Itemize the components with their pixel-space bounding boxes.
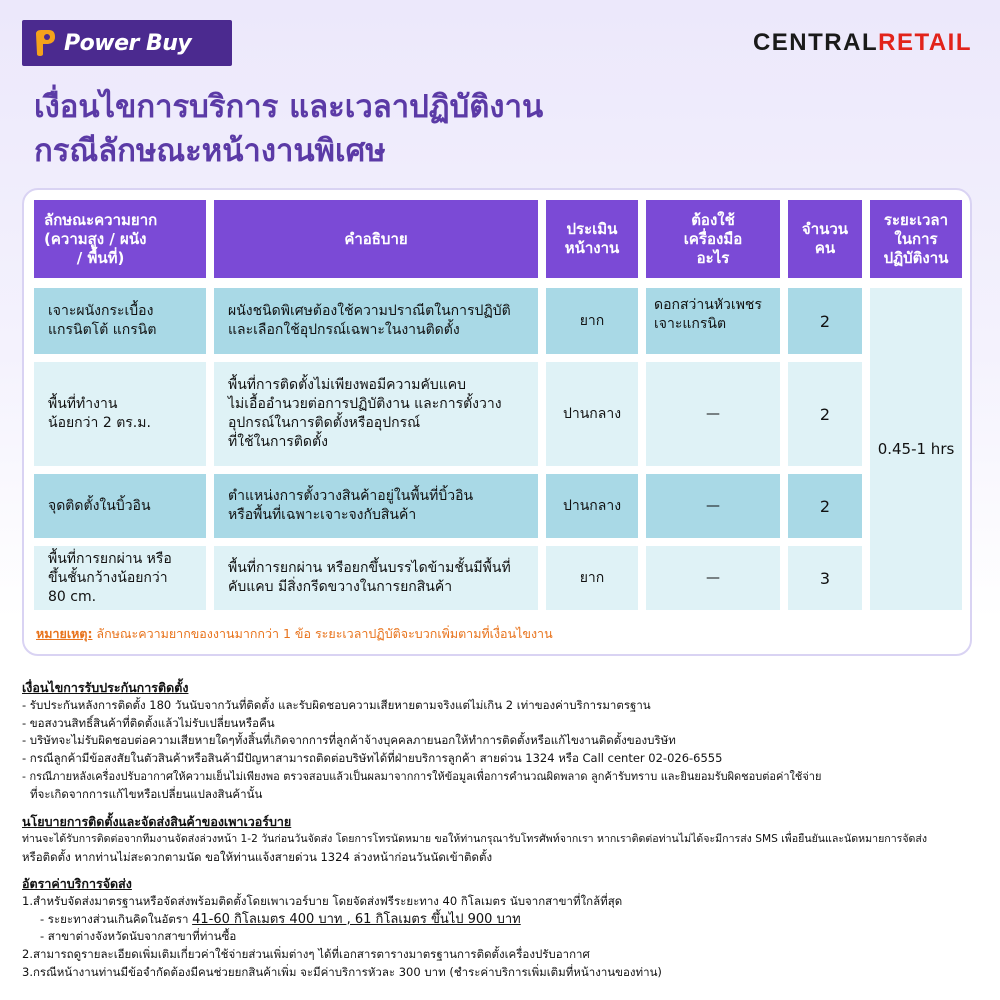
policy-line: หรือติดตั้ง หากท่านไม่สะดวกตามนัด ขอให้ท่านแจ้งสายด่วน 1324 ล่วงหน้าก่อนวันนัดเข้าติดตั้ง <box>22 849 493 864</box>
cell-line: จุดติดตั้งในบิ้วอิน <box>48 497 151 514</box>
header-assessment-line: หน้างาน <box>564 239 620 257</box>
rates-line: - สาขาต่างจังหวัดนับจากสาขาที่ท่านซื้อ <box>40 929 237 944</box>
table-row-3-tools <box>646 474 780 538</box>
cell-line: พื้นที่การยกผ่าน หรือยกขึ้นบรรไดข้ามชั้นมีพื้นที่ <box>228 560 511 576</box>
central-retail-logo <box>753 29 972 57</box>
table-row-4-difficulty <box>34 546 206 610</box>
warranty-line: - กรณีภายหลังเครื่องปรับอากาศให้ความเย็นไม่เพียงพอ ตรวจสอบแล้วเป็นผลมาจากการให้ข้อมูลเพื่อการคำนวณผิดพลาด ลูกค้ารับทราบ และยินยอมรับผิดชอบต่อค่าใช้จ่าย <box>22 769 822 783</box>
cell-text: ยาก <box>579 569 605 586</box>
cell-line: อุปกรณ์ในการติดตั้งหรืออุปกรณ์ <box>228 415 421 431</box>
brand-retail: RETAIL <box>878 29 972 56</box>
cell-line: พื้นที่การยกผ่าน หรือ <box>48 550 172 567</box>
warranty-line: ที่จะเกิดจากการแก้ไขหรือเปลี่ยนแปลงสินค้านั้น <box>30 786 263 801</box>
header-tools-line: อะไร <box>696 248 730 267</box>
rates-line: 2.สามารถดูรายละเอียดเพิ่มเติมเกี่ยวค่าใช้จ่ายส่วนเพิ่มต่างๆ ได้ที่เอกสารตารางมาตรฐานการติดตั้งเครื่องปรับอากาศ <box>22 947 590 962</box>
note-text: ลักษณะความยากของงานมากกว่า 1 ข้อ ระยะเวลาปฏิบัติจะบวกเพิ่มตามที่เงื่อนไขงาน <box>92 626 553 641</box>
table-row-4-assessment <box>546 546 638 610</box>
policy-line: ท่านจะได้รับการติดต่อจากทีมงานจัดส่งล่วงหน้า 1-2 วันก่อนวันจัดส่ง โดยการโทรนัดหมาย ขอให้ท่านกรุณารับโทรศัพท์จากเรา หากเราติดต่อท่านไม่ได้จะมีการส่ง SMS เพื่อยืนยันและนัดหมายการจัดส่ง <box>22 832 928 845</box>
cell-text: — <box>706 497 720 514</box>
cell-text: ยาก <box>579 312 605 329</box>
table-row-1-assessment <box>546 288 638 354</box>
header-duration-line: ในการ <box>894 229 938 248</box>
service-conditions-table <box>22 188 972 656</box>
table-row-1-difficulty <box>34 288 206 354</box>
header-duration-line: ปฏิบัติงาน <box>883 248 949 267</box>
table-row-3-assessment <box>546 474 638 538</box>
header-duration-line: ระยะเวลา <box>883 210 949 229</box>
cell-line: ไม่เอื้ออำนวยต่อการปฏิบัติงาน และการตั้งวาง <box>228 396 502 412</box>
header-people-line: คน <box>814 239 836 257</box>
warranty-section <box>22 679 982 804</box>
brand-central: CENTRAL <box>752 29 879 56</box>
cell-line: น้อยกว่า 2 ตร.ม. <box>48 415 151 431</box>
table-row-2-difficulty <box>34 362 206 466</box>
header-difficulty-line: (ความสูง / ผนัง <box>44 229 147 248</box>
table-row-3-description <box>214 474 538 538</box>
table-row-3-people <box>788 474 862 538</box>
table-row-1-people <box>788 288 862 354</box>
page-title <box>34 85 543 173</box>
cell-line: ตำแหน่งการตั้งวางสินค้าอยู่ในพื้นที่บิ้วอิน <box>228 488 474 504</box>
header-assessment <box>546 200 638 278</box>
table-note <box>36 624 553 644</box>
cell-text: ปานกลาง <box>562 405 622 422</box>
header-tools-line: ต้องใช้ <box>691 210 735 229</box>
warranty-line: - กรณีลูกค้ามีข้อสงสัยในตัวสินค้าหรือสินค้ามีปัญหาสามารถติดต่อบริษัทได้ที่ฝ่ายบริการลูกค้า สายด่วน 1324 หรือ Call center 02-026-6555 <box>22 751 723 766</box>
header-people <box>788 200 862 278</box>
duration-cell <box>870 288 962 610</box>
cell-line: ขึ้นชั้นกว้างน้อยกว่า <box>48 569 168 586</box>
warranty-line: - บริษัทจะไม่รับผิดชอบต่อความเสียหายใดๆทั้งสิ้นที่เกิดจากการที่ลูกค้าจ้างบุคคลภายนอกให้ทำการติดตั้งหรือแก้ไขงานติดตั้งของบริษัท <box>22 733 676 748</box>
header-tools-line: เครื่องมือ <box>683 229 743 248</box>
header-description <box>214 200 538 278</box>
header-difficulty-line: ลักษณะความยาก <box>44 210 158 229</box>
logo-text: Power Buy <box>64 30 192 56</box>
table-row-1-tools <box>646 288 780 354</box>
cell-line: ผนังชนิดพิเศษต้องใช้ความปราณีตในการปฏิบัติ <box>228 303 511 319</box>
rates-heading: อัตราค่าบริการจัดส่ง <box>22 876 132 891</box>
header-difficulty <box>34 200 206 278</box>
cell-text: 2 <box>819 311 831 331</box>
rates-line <box>22 911 982 929</box>
power-buy-hand-icon <box>32 28 58 58</box>
cell-line: แกรนิตโต้ แกรนิต <box>48 322 157 338</box>
rates-line-highlight: 41-60 กิโลเมตร 400 บาท , 61 กิโลเมตร ขึ้นไป 900 บาท <box>192 911 521 927</box>
table-row-4-people <box>788 546 862 610</box>
table-row-4-tools <box>646 546 780 610</box>
cell-text: 2 <box>819 496 831 516</box>
warranty-line: - รับประกันหลังการติดตั้ง 180 วันนับจากวันที่ติดตั้ง และรับผิดชอบความเสียหายตามจริงแต่ไม่เกิน 2 เท่าของค่าบริการมาตรฐาน <box>22 697 651 712</box>
header-description-text: คำอธิบาย <box>344 229 408 248</box>
cell-line: หรือพื้นที่เฉพาะเจาะจงกับสินค้า <box>228 507 417 523</box>
rates-line: 3.กรณีหน้างานท่านมีข้อจำกัดต้องมีคนช่วยยกสินค้าเพิ่ม จะมีค่าบริการหัวละ 300 บาท (ชำระค่าบริการเพิ่มเติมที่หน้างานของท่าน) <box>22 964 662 979</box>
table-row-2-assessment <box>546 362 638 466</box>
table-row-3-difficulty <box>34 474 206 538</box>
table-row-2-tools <box>646 362 780 466</box>
table-row-1-description <box>214 288 538 354</box>
duration-value: 0.45-1 hrs <box>877 439 955 458</box>
header-people-line: จำนวน <box>801 220 849 238</box>
table-row-2-people <box>788 362 862 466</box>
cell-line: และเลือกใช้อุปกรณ์เฉพาะในงานติดตั้ง <box>228 322 460 338</box>
warranty-line: - ขอสงวนสิทธิ์สินค้าที่ติดตั้งแล้วไม่รับเปลี่ยนหรือคืน <box>22 715 275 730</box>
cell-line: ดอกสว่านหัวเพชร <box>654 297 762 313</box>
header-difficulty-line: / พื้นที่) <box>76 248 125 267</box>
policy-section <box>22 813 982 866</box>
cell-line: 80 cm. <box>48 588 97 605</box>
cell-line: ที่ใช้ในการติดตั้ง <box>228 434 328 450</box>
cell-text: ปานกลาง <box>562 497 622 514</box>
cell-line: พื้นที่การติดตั้งไม่เพียงพอมีความคับแคบ <box>228 377 467 393</box>
warranty-heading: เงื่อนไขการรับประกันการติดตั้ง <box>22 680 189 695</box>
cell-text: 2 <box>819 404 831 424</box>
cell-line: เจาะผนังกระเบื้อง <box>48 303 154 319</box>
table-row-4-description <box>214 546 538 610</box>
rates-line: 1.สำหรับจัดส่งมาตรฐานหรือจัดส่งพร้อมติดตั้งโดยเพาเวอร์บาย โดยจัดส่งฟรีระยะทาง 40 กิโลเมตร นับจากสาขาที่ใกล้ที่สุด <box>22 893 623 908</box>
cell-text: 3 <box>819 568 831 588</box>
header-duration <box>870 200 962 278</box>
header-assessment-line: ประเมิน <box>566 220 618 238</box>
cell-text: — <box>706 569 720 586</box>
cell-line: พื้นที่ทำงาน <box>48 396 118 412</box>
title-line-1: เงื่อนไขการบริการ และเวลาปฏิบัติงาน <box>34 89 544 125</box>
rates-section <box>22 875 982 982</box>
header-tools <box>646 200 780 278</box>
title-line-2: กรณีลักษณะหน้างานพิเศษ <box>34 133 386 169</box>
cell-line: คับแคบ มีสิ่งกรีดขวางในการยกสินค้า <box>228 579 453 595</box>
policy-heading: นโยบายการติดตั้งและจัดส่งสินค้าของเพาเวอร์บาย <box>22 814 292 829</box>
cell-line: เจาะแกรนิต <box>654 316 727 332</box>
table-row-2-description <box>214 362 538 466</box>
note-label: หมายเหตุ: <box>36 626 93 641</box>
power-buy-logo <box>22 20 232 66</box>
rates-line-prefix: - ระยะทางส่วนเกินคิดในอัตรา <box>40 911 193 926</box>
cell-text: — <box>706 405 720 422</box>
